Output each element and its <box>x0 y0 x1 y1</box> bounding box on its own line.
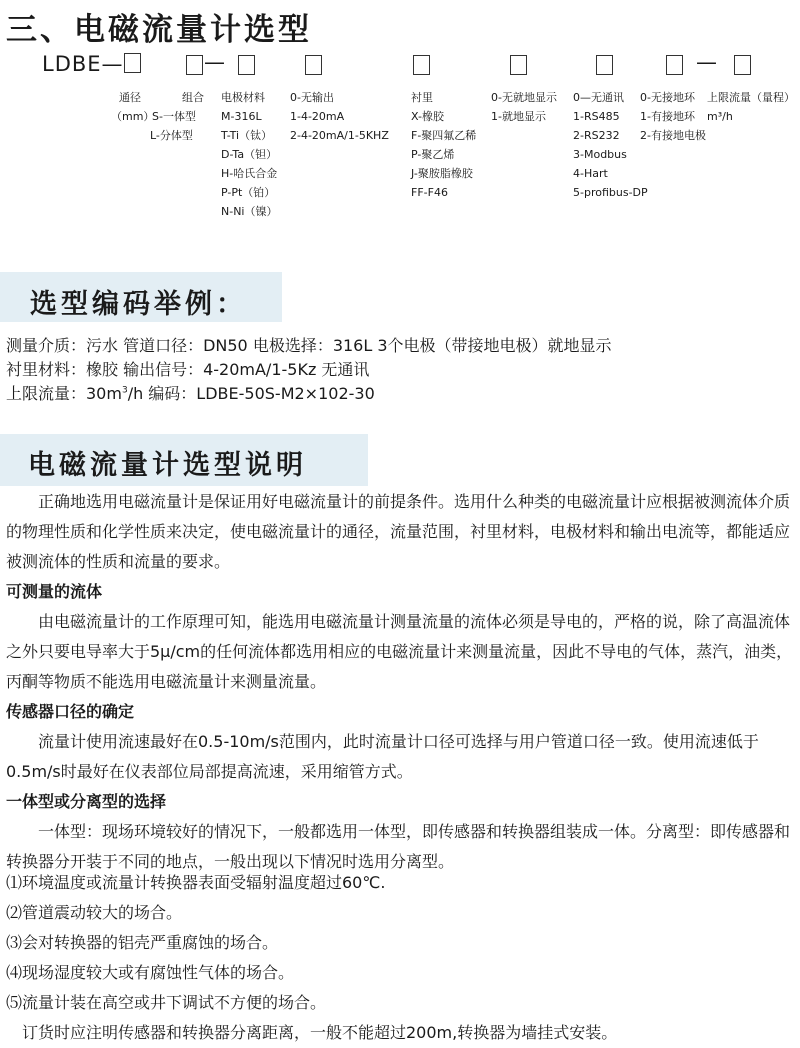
model-code <box>42 52 141 76</box>
model-prefix: LDBE— <box>42 52 124 76</box>
example-line-1: 测量介质：污水 管道口径：DN50 电极选择：316L 3个电极（带接地电极）就地显示 <box>6 336 612 355</box>
model-dash-2: — <box>696 50 717 74</box>
guide-title: 电磁流量计选型说明 <box>28 450 307 481</box>
code-box-output <box>305 55 322 75</box>
column-grounding: 0-无接地环 1-有接地环 2-有接地电极 <box>640 91 706 142</box>
order-note: 订货时应注明传感器和转换器分离距离，一般不能超过200m,转换器为墙挂式安装。 <box>6 1023 618 1042</box>
page-heading: 三、电磁流量计选型 <box>6 12 312 48</box>
code-box-comm <box>596 55 613 75</box>
section-title-diameter: 传感器口径的确定 <box>6 702 135 721</box>
column-electrode-material: 电极材料 M-316L T-Ti（钛） D-Ta（钽） H-哈氏合金 P-Pt（铂） N-Ni（镍） <box>221 91 278 218</box>
code-box-combo <box>186 55 203 75</box>
model-dash-1: — <box>204 50 225 74</box>
section-text-diameter: 流量计使用流速最好在0.5-10m/s范围内，此时流量计口径可选择与用户管道口径一致。使用流速低于0.5m/s时最好在仪表部位局部提高流速，采用缩管方式。 <box>6 732 759 781</box>
column-display: 0-无就地显示 1-就地显示 <box>491 91 557 123</box>
list-item: ⑴环境温度或流量计转换器表面受辐射温度超过60℃. <box>6 873 386 892</box>
section-text-fluids: 由电磁流量计的工作原理可知，能选用电磁流量计测量流量的流体必须是导电的，严格的说，除了高温流体之外只要电导率大于5μ/cm的任何流体都选用相应的电磁流量计来测量流量，因此不导电的气体，蒸汽，油类，丙酮等物质不能选用电磁流量计来测量流量。 <box>6 612 793 691</box>
list-item: ⑶会对转换器的铝壳严重腐蚀的场合。 <box>6 933 279 952</box>
column-diameter: 通径 （mm） <box>111 91 155 123</box>
code-box-range <box>734 55 751 75</box>
column-lining: 衬里 X-橡胶 F-聚四氟乙稀 P-聚乙烯 J-聚胺脂橡胶 FF-F46 <box>411 91 477 199</box>
column-communication: 0—无通讯 1-RS485 2-RS232 3-Modbus 4-Hart 5-profibus-DP <box>573 91 648 199</box>
section-title-fluids: 可测量的流体 <box>6 582 103 601</box>
list-item: ⑷现场湿度较大或有腐蚀性气体的场合。 <box>6 963 295 982</box>
example-title: 选型编码举例： <box>30 289 247 320</box>
section-title-type: 一体型或分离型的选择 <box>6 792 167 811</box>
guide-intro: 正确地选用电磁流量计是保证用好电磁流量计的前提条件。选用什么种类的电磁流量计应根据被测流体介质的物理性质和化学性质来决定，使电磁流量计的通径，流量范围，衬里材料，电极材料和输出电流等，都能适应被测流体的性质和流量的要求。 <box>6 492 791 571</box>
code-box-diameter <box>124 53 141 73</box>
guide-body <box>6 487 796 877</box>
code-box-electrode <box>238 55 255 75</box>
column-output: 0-无输出 1-4-20mA 2-4-20mA/1-5KHZ <box>290 91 389 142</box>
code-box-display <box>510 55 527 75</box>
list-item: ⑸流量计装在高空或井下调试不方便的场合。 <box>6 993 327 1012</box>
list-item: ⑵管道震动较大的场合。 <box>6 903 183 922</box>
column-combination: 组合 S-一体型 L-分体型 <box>150 91 204 142</box>
section-text-type: 一体型：现场环境较好的情况下，一般都选用一体型，即传感器和转换器组装成一体。分离型：即传感器和转换器分开装于不同的地点，一般出现以下情况时选用分离型。 <box>6 822 791 871</box>
example-line-3: 上限流量：$30m^3/h$ 编码：LDBE-50S-M2×102-30 <box>6 384 375 403</box>
code-box-lining <box>413 55 430 75</box>
example-line-2: 衬里材料：橡胶 输出信号：4-20mA/1-5Kz 无通讯 <box>6 360 370 379</box>
code-box-ground <box>666 55 683 75</box>
condition-list <box>6 868 617 1048</box>
column-upper-range: 上限流量（量程） m³/h <box>707 91 795 123</box>
